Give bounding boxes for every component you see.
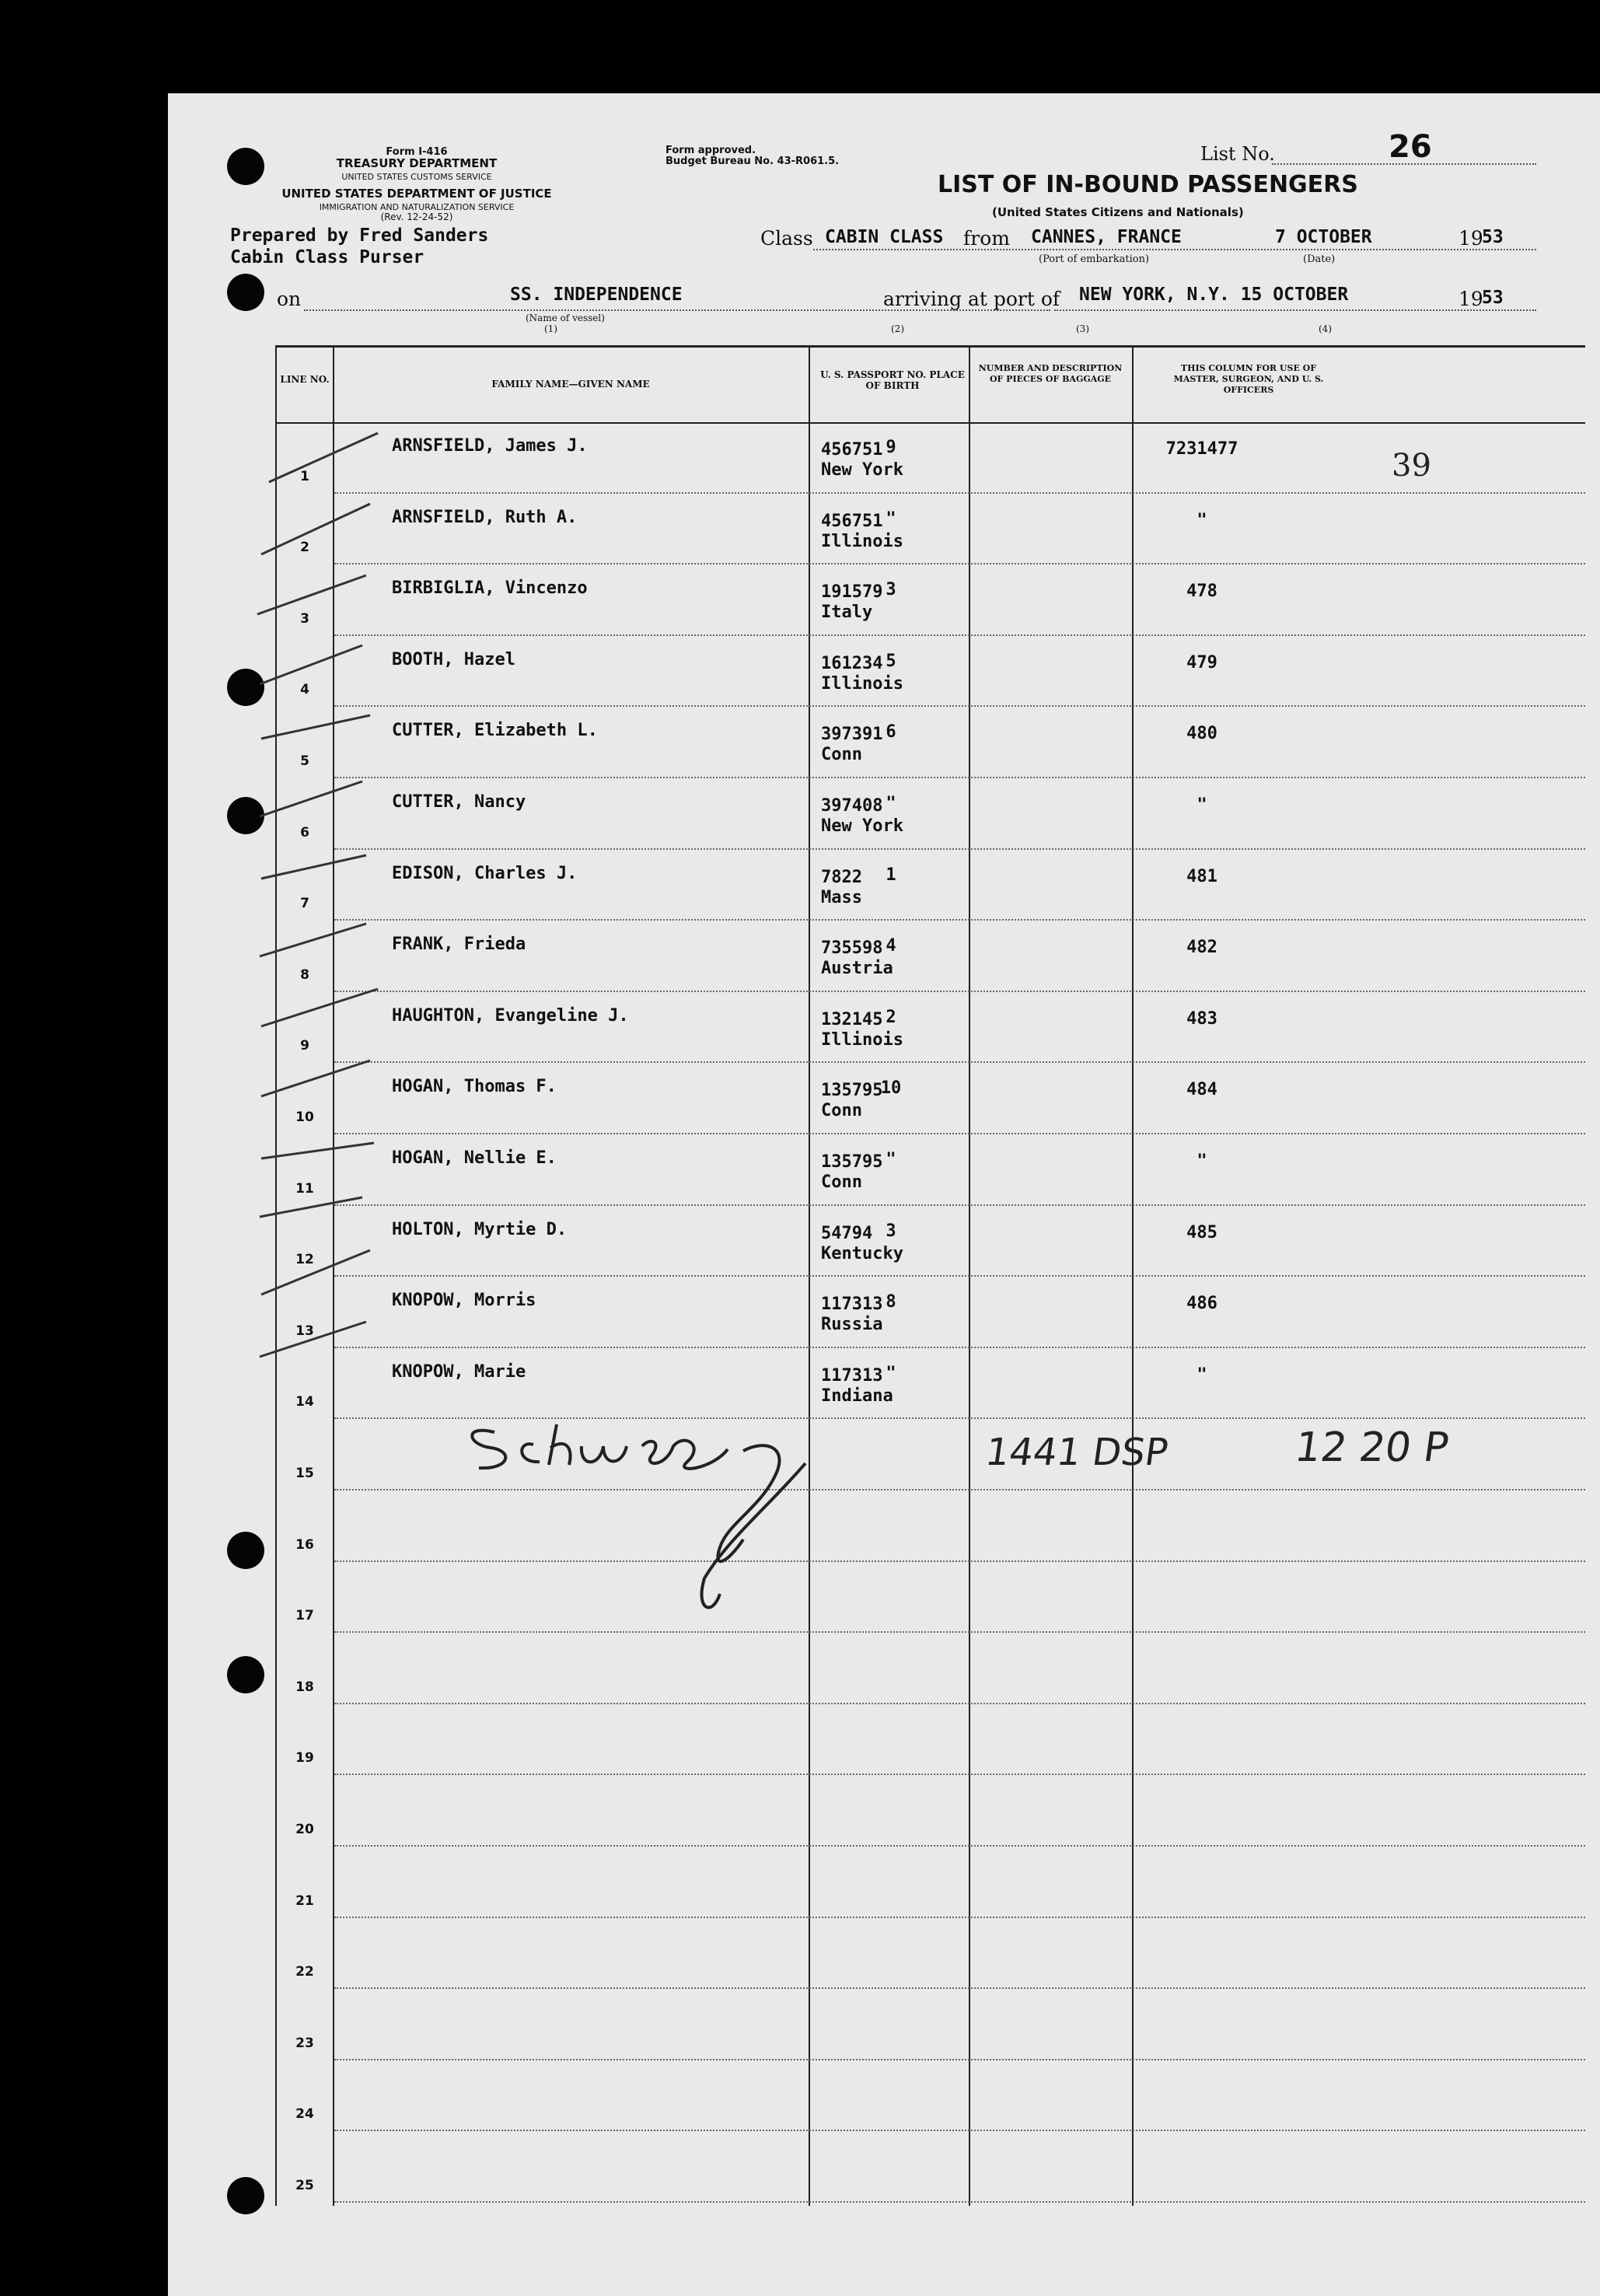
port-embarkation-caption: (Port of embarkation) xyxy=(1039,253,1150,265)
table-row xyxy=(277,1278,1585,1350)
line-number: 6 xyxy=(300,824,309,840)
passenger-name: KNOPOW, Morris xyxy=(392,1291,536,1311)
officer-entry: 480 xyxy=(1186,724,1217,744)
line-number: 13 xyxy=(295,1323,314,1339)
handwritten-time: 12 20 P xyxy=(1291,1424,1452,1471)
place-of-birth: Conn xyxy=(821,745,862,765)
table-row xyxy=(277,994,1585,1065)
row-rule xyxy=(334,1204,1585,1206)
punch-hole xyxy=(227,274,264,311)
passenger-name: EDISON, Charles J. xyxy=(392,863,578,883)
revision-date: (Rev. 12-24-52) xyxy=(380,211,453,222)
place-of-birth: Mass xyxy=(821,887,862,907)
place-of-birth: New York xyxy=(821,816,903,836)
table-row xyxy=(277,1990,1585,2062)
column-header-line-no: LINE NO. xyxy=(280,374,330,385)
row-rule xyxy=(334,1560,1585,1562)
row-rule xyxy=(334,777,1585,778)
place-of-birth: Illinois xyxy=(821,1029,903,1050)
table-row xyxy=(277,851,1585,923)
class-line xyxy=(813,249,1536,250)
column-2-marker: (2) xyxy=(891,323,904,334)
passport-number: 397391 xyxy=(821,725,883,745)
list-title: LIST OF IN-BOUND PASSENGERS xyxy=(938,171,1358,198)
table-row xyxy=(277,1207,1585,1279)
departure-year: 53 xyxy=(1482,227,1504,247)
table-row xyxy=(277,1492,1585,1564)
line-number: 25 xyxy=(295,2177,314,2193)
vessel-caption: (Name of vessel) xyxy=(526,313,605,323)
row-rule xyxy=(334,1061,1585,1063)
row-rule xyxy=(334,1987,1585,1989)
passport-number: 117313 xyxy=(821,1295,883,1315)
officer-entry: 7231477 xyxy=(1165,439,1238,459)
passenger-name: BIRBIGLIA, Vincenzo xyxy=(392,578,588,599)
punch-hole xyxy=(227,669,264,706)
line-number: 8 xyxy=(300,966,309,983)
row-rule xyxy=(334,1845,1585,1847)
passenger-name: ARNSFIELD, Ruth A. xyxy=(392,507,578,527)
passport-number: 117313 xyxy=(821,1365,883,1386)
line-number: 5 xyxy=(300,753,309,769)
baggage-count: 10 xyxy=(880,1078,902,1099)
officer-entry: " xyxy=(1197,795,1207,815)
row-rule xyxy=(334,1631,1585,1633)
place-of-birth: Illinois xyxy=(821,673,903,694)
year-prefix-arrival: 19 xyxy=(1459,288,1483,310)
vessel-name: SS. INDEPENDENCE xyxy=(510,285,683,305)
table-row xyxy=(277,424,1585,495)
officer-entry: " xyxy=(1197,1365,1207,1385)
list-subtitle: (United States Citizens and Nationals) xyxy=(992,205,1244,219)
passport-number: 191579 xyxy=(821,582,883,603)
line-number: 19 xyxy=(295,1750,314,1767)
row-rule xyxy=(334,1489,1585,1490)
baggage-count: " xyxy=(886,1150,896,1169)
place-of-birth: Italy xyxy=(821,603,873,623)
passenger-name: ARNSFIELD, James J. xyxy=(392,436,588,456)
passenger-name: CUTTER, Nancy xyxy=(392,792,526,812)
row-rule xyxy=(334,492,1585,494)
line-number: 21 xyxy=(295,1892,314,1909)
departure-date: 7 OCTOBER xyxy=(1275,227,1372,247)
arrival-year: 53 xyxy=(1482,288,1504,308)
baggage-count: 3 xyxy=(886,1221,896,1241)
row-rule xyxy=(334,991,1585,992)
line-number: 14 xyxy=(295,1394,314,1410)
passenger-name: KNOPOW, Marie xyxy=(392,1361,526,1382)
baggage-count: 9 xyxy=(886,438,896,457)
line-number: 7 xyxy=(300,896,309,912)
passport-number: 161234 xyxy=(821,653,883,673)
purser-title: Cabin Class Purser xyxy=(230,247,424,267)
year-prefix: 19 xyxy=(1459,227,1483,250)
row-rule xyxy=(334,563,1585,564)
line-number: 4 xyxy=(300,682,309,698)
passenger-name: HOGAN, Thomas F. xyxy=(392,1077,557,1097)
budget-bureau: Budget Bureau No. 43-R061.5. xyxy=(666,156,840,167)
table-body xyxy=(277,424,1585,2206)
line-number: 10 xyxy=(295,1109,314,1125)
form-number: Form I-416 xyxy=(386,146,448,158)
table-row xyxy=(277,1350,1585,1421)
treasury-department: TREASURY DEPARTMENT xyxy=(336,156,498,170)
place-of-birth: Conn xyxy=(821,1101,862,1121)
baggage-count: 1 xyxy=(886,865,896,885)
table-row xyxy=(277,1848,1585,1920)
column-header-name: FAMILY NAME—GIVEN NAME xyxy=(491,379,650,390)
on-label: on xyxy=(277,288,302,310)
passenger-table xyxy=(275,345,1585,2206)
table-row xyxy=(277,2133,1585,2204)
column-header-officers: THIS COLUMN FOR USE OF MASTER, SURGEON, AND U. S. OFFICERS xyxy=(1173,363,1324,395)
table-row xyxy=(277,780,1585,851)
officer-entry: 482 xyxy=(1186,938,1217,958)
baggage-count: 2 xyxy=(886,1007,896,1027)
manifest-page xyxy=(168,93,1600,2296)
line-number: 22 xyxy=(295,1964,314,1980)
line-number: 15 xyxy=(295,1465,314,1481)
line-number: 2 xyxy=(300,540,309,556)
place-of-birth: Illinois xyxy=(821,531,903,551)
from-label: from xyxy=(963,227,1010,250)
table-row xyxy=(277,638,1585,709)
column-header-baggage: NUMBER AND DESCRIPTION OF PIECES OF BAGGAGE xyxy=(978,363,1123,384)
table-row xyxy=(277,1634,1585,1706)
passport-number: 735598 xyxy=(821,938,883,959)
baggage-count: 4 xyxy=(886,936,896,956)
handwritten-39: 39 xyxy=(1392,448,1431,484)
officer-entry: 486 xyxy=(1186,1294,1217,1314)
place-of-birth: Indiana xyxy=(821,1386,893,1406)
officer-entry: 484 xyxy=(1186,1080,1217,1100)
row-rule xyxy=(334,705,1585,707)
punch-hole xyxy=(227,1656,264,1693)
ins-service: IMMIGRATION AND NATURALIZATION SERVICE xyxy=(319,202,515,212)
passport-number: 7822 xyxy=(821,867,862,887)
officer-entry: 478 xyxy=(1186,582,1217,602)
line-number: 1 xyxy=(300,468,309,484)
port-embarkation: CANNES, FRANCE xyxy=(1031,227,1182,247)
handwritten-note: 1441 DSP xyxy=(983,1431,1171,1474)
department-of-justice: UNITED STATES DEPARTMENT OF JUSTICE xyxy=(281,187,552,201)
table-row xyxy=(277,1920,1585,1991)
punch-hole xyxy=(227,1532,264,1569)
row-rule xyxy=(334,1917,1585,1918)
passport-number: 397408 xyxy=(821,796,883,816)
line-number: 3 xyxy=(300,610,309,627)
officer-entry: 485 xyxy=(1186,1222,1217,1242)
officer-entry: 479 xyxy=(1186,652,1217,673)
list-number: 26 xyxy=(1389,129,1432,165)
line-number: 18 xyxy=(295,1679,314,1695)
table-row xyxy=(277,1777,1585,1848)
row-rule xyxy=(334,1133,1585,1134)
table-row xyxy=(277,1706,1585,1777)
passport-number: 135795 xyxy=(821,1152,883,1172)
row-rule xyxy=(334,2059,1585,2060)
port-arrival: NEW YORK, N.Y. 15 OCTOBER xyxy=(1079,285,1349,305)
class-value: CABIN CLASS xyxy=(825,227,944,247)
passport-number: 135795 xyxy=(821,1081,883,1101)
officer-entry: 483 xyxy=(1186,1008,1217,1029)
list-no-label: List No. xyxy=(1200,143,1275,165)
line-number: 9 xyxy=(300,1038,309,1054)
customs-service: UNITED STATES CUSTOMS SERVICE xyxy=(341,172,492,182)
passenger-name: BOOTH, Hazel xyxy=(392,649,515,669)
baggage-count: " xyxy=(886,508,896,529)
table-row xyxy=(277,922,1585,994)
table-row xyxy=(277,1564,1585,1635)
row-rule xyxy=(334,1703,1585,1704)
row-rule xyxy=(334,919,1585,921)
passenger-name: FRANK, Frieda xyxy=(392,935,526,955)
line-number: 12 xyxy=(295,1252,314,1268)
row-rule xyxy=(334,634,1585,636)
passenger-name: CUTTER, Elizabeth L. xyxy=(392,721,598,741)
line-number: 17 xyxy=(295,1608,314,1624)
place-of-birth: New York xyxy=(821,460,903,480)
line-number: 23 xyxy=(295,2035,314,2051)
line-number: 11 xyxy=(295,1180,314,1197)
punch-hole xyxy=(227,797,264,834)
class-label: Class xyxy=(760,227,813,250)
table-row xyxy=(277,2062,1585,2133)
row-rule xyxy=(334,2130,1585,2131)
table-row xyxy=(277,1064,1585,1136)
arriving-label: arriving at port of xyxy=(883,288,1060,310)
place-of-birth: Kentucky xyxy=(821,1243,903,1263)
date-caption: (Date) xyxy=(1303,253,1336,265)
officer-entry: " xyxy=(1197,510,1207,530)
row-rule xyxy=(334,1347,1585,1348)
line-number: 24 xyxy=(295,2106,314,2123)
line-number: 20 xyxy=(295,1821,314,1837)
passenger-name: HAUGHTON, Evangeline J. xyxy=(392,1005,629,1026)
table-row xyxy=(277,708,1585,780)
table-row xyxy=(277,495,1585,567)
table-row xyxy=(277,566,1585,638)
baggage-count: " xyxy=(886,794,896,813)
baggage-count: " xyxy=(886,1363,896,1383)
passport-number: 456751 xyxy=(821,511,883,531)
punch-hole xyxy=(227,2177,264,2214)
place-of-birth: Austria xyxy=(821,959,893,979)
form-approved: Form approved. xyxy=(666,145,756,156)
column-3-marker: (3) xyxy=(1076,323,1089,334)
row-rule xyxy=(334,1275,1585,1277)
column-4-marker: (4) xyxy=(1319,323,1332,334)
place-of-birth: Conn xyxy=(821,1172,862,1192)
baggage-count: 3 xyxy=(886,580,896,600)
passport-number: 54794 xyxy=(821,1223,873,1243)
place-of-birth: Russia xyxy=(821,1315,883,1335)
table-row xyxy=(277,1136,1585,1207)
row-rule xyxy=(334,2201,1585,2203)
officer-entry: 481 xyxy=(1186,866,1217,886)
punch-hole xyxy=(227,148,264,185)
column-header-passport: U. S. PASSPORT NO. PLACE OF BIRTH xyxy=(820,369,965,391)
column-1-marker: (1) xyxy=(544,323,557,334)
passenger-name: HOLTON, Myrtie D. xyxy=(392,1219,568,1239)
row-rule xyxy=(334,848,1585,850)
baggage-count: 5 xyxy=(886,651,896,671)
passport-number: 456751 xyxy=(821,440,883,460)
baggage-count: 6 xyxy=(886,722,896,743)
officer-entry: " xyxy=(1197,1151,1207,1171)
baggage-count: 8 xyxy=(886,1292,896,1312)
row-rule xyxy=(334,1417,1585,1419)
prepared-by: Prepared by Fred Sanders xyxy=(230,225,489,246)
passenger-name: HOGAN, Nellie E. xyxy=(392,1148,557,1168)
line-number: 16 xyxy=(295,1536,314,1553)
row-rule xyxy=(334,1774,1585,1775)
passport-number: 132145 xyxy=(821,1009,883,1029)
